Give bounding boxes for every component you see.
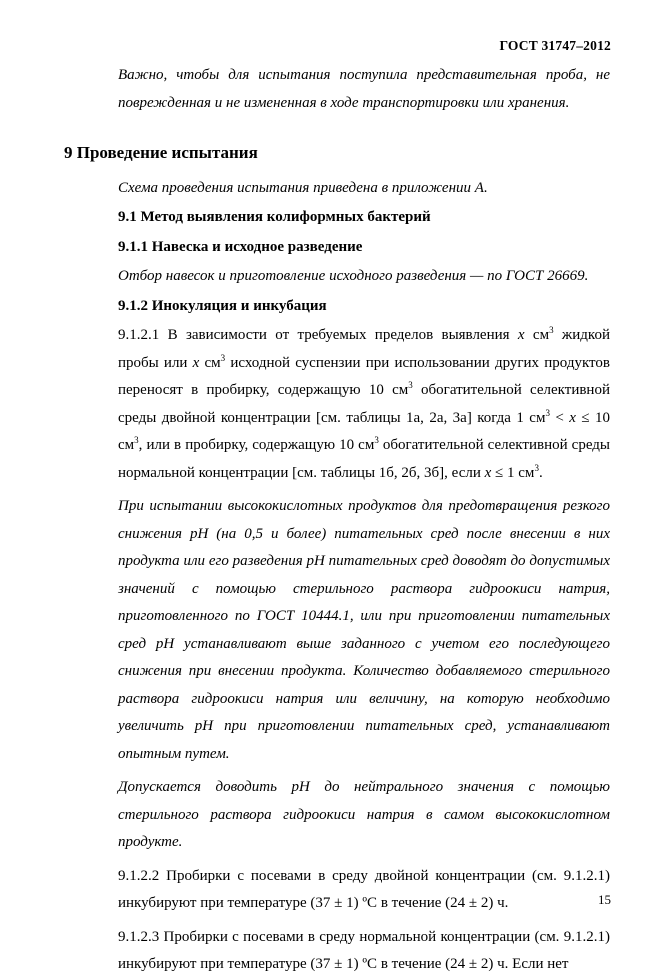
p9121-text-c: жидкой пробы или <box>118 327 610 371</box>
page-number: 15 <box>598 892 611 907</box>
p9121-text-b: см <box>524 327 550 343</box>
paragraph-9-1-1: Отбор навесок и приготовление исходного разведения — по ГОСТ 26669. <box>118 268 589 284</box>
p9121-text-e: исходной суспензии при использовании других продуктов переносят в пробирку, содержащую 10 см <box>118 354 610 398</box>
p9121-text-m: обогатительной селективной среды нормальной концентрации [см. таблицы 1б, 2б, 3б], если <box>118 437 611 481</box>
paragraph-scheme: Схема проведения испытания приведена в приложении А. <box>118 179 488 196</box>
p9121-text-n: ≤ 1 см <box>491 464 535 481</box>
p9121-text-a: 9.1.2.1 В зависимости от требуемых пределов выявления <box>118 327 518 343</box>
superscript: 3 <box>549 325 554 335</box>
superscript: 3 <box>408 380 413 390</box>
paragraph-9-1-2-2: 9.1.2.2 Пробирки с посевами в среду двойной концентрации (см. 9.1.2.1) инкубируют при температуре (37 ± 1) ºС в течение (24 ± 2) ч. <box>118 867 610 911</box>
p9121-text-d: см <box>199 354 221 371</box>
superscript: 3 <box>545 407 550 418</box>
var-x: x <box>192 354 200 371</box>
p9121-text-k: , или в пробирку, содержащую 10 см <box>138 437 375 453</box>
paragraph-9-1-2-3: 9.1.2.3 Пробирки с посевами в среду нормальной концентрации (см. 9.1.2.1) инкубируют при температуре (37 ± 1) ºС в течение (24 ± 2) ч. Если нет <box>118 928 610 972</box>
paragraph-important: Важно, чтобы для испытания поступила представительная проба, не поврежденная и не измененная в ходе транспортировки или хранения. <box>118 67 610 111</box>
superscript: 3 <box>374 435 379 445</box>
superscript: 3 <box>134 435 139 445</box>
var-x: x <box>484 464 492 481</box>
superscript: 3 <box>220 352 226 363</box>
section-heading-9: 9 Проведение испытания <box>64 143 258 162</box>
standard-header: ГОСТ 31747–2012 <box>499 38 611 53</box>
p9121-text-end: . <box>538 464 543 481</box>
p9121-text-f: обогатительной селективной среды двойной концентрации [см. таблицы 1а, 2а, 3а] когда 1 см <box>118 382 610 426</box>
page-body <box>64 62 611 979</box>
p9121-text-g: < <box>549 409 570 426</box>
paragraph-acid-products: При испытании высококислотных продуктов для предотвращения резкого снижения рН (на 0,5 и более) питательных сред после внесении в них продукта или его разведения рН питательных сред доводят до допустимых значений с помощью стерильного раствора гидроокиси натрия, приготовленного по ГОСТ 10444.1, или при приготовлении питательных сред рН устанавливают выше заданного с учетом его последующего снижения при внесении продукта. Количество добавляемого стерильного раствора гидроокиси натрия или величину, на которую необходимо увеличить рН при приготовлении питательных сред, устанавливают опытным путем. <box>118 498 610 762</box>
superscript: 3 <box>534 462 539 473</box>
heading-9-1: 9.1 Метод выявления колиформных бактерий <box>118 209 431 225</box>
paragraph-allowed-ph: Допускается доводить рН до нейтрального значения с помощью стерильного раствора гидроокиси натрия в самом высококислотном продукте. <box>118 779 610 850</box>
paragraph-9-1-2-1 <box>118 322 610 487</box>
var-x: x <box>569 409 576 426</box>
p9121-text-h: ≤ 10 см <box>118 409 610 453</box>
heading-9-1-2: 9.1.2 Инокуляция и инкубация <box>118 297 327 314</box>
var-x: x <box>517 327 525 343</box>
heading-9-1-1: 9.1.1 Навеска и исходное разведение <box>118 238 363 255</box>
